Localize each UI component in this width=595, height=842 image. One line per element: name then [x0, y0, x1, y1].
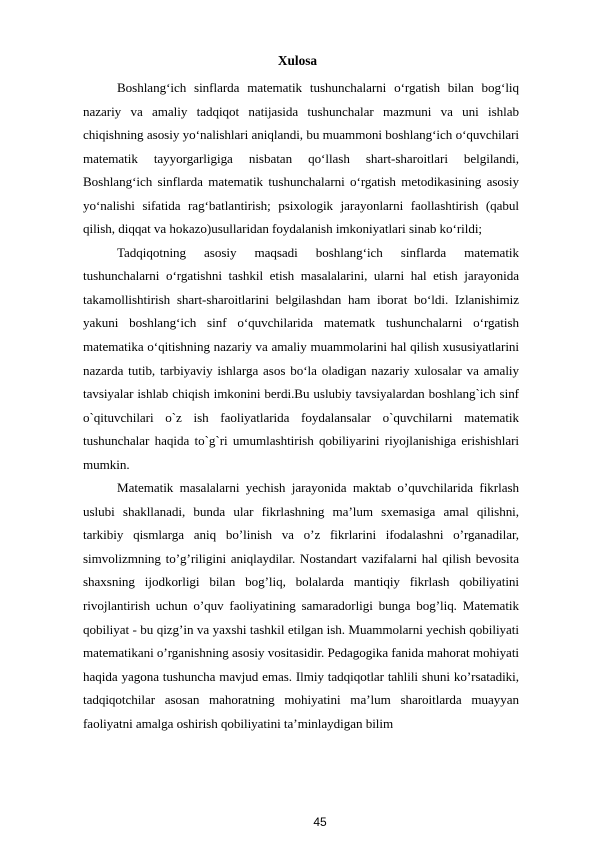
- paragraph-1: Boshlang‘ich sinflarda matematik tushunchalarni o‘rgatish bilan bog‘liq nazariy va amaliy tadqiqot natijasida tushunchalar mazmuni va uni ishlab chiqishning asosiy yo‘nalishlari aniqlandi, bu muammoni boshlang‘ich o‘quvchilari matematik tayyorgarligiga nisbatan qo‘llash shart-sharoitlari belgilandi, Boshlang‘ich sinflarda matematik tushunchalarni o‘rgatish metodikasining asosiy yo‘nalishi sifatida rag‘batlantirish; psixologik jarayonlarni faollashtirish (qabul qilish, diqqat va hokazo)usullaridan foydalanish imkoniyatlari sinab ko‘rildi;: [83, 80, 519, 237]
- document-body: [83, 76, 553, 735]
- paragraph-2: Tadqiqotning asosiy maqsadi boshlang‘ich sinflarda matematik tushunchalarni o‘rgatishni tashkil etish masalalarini, ularni hal etish jarayonida takamollishtirish shart-sharoitlarini belgilashdan ham iborat bo‘ldi. Izlanishimiz yakuni boshlang‘ich sinf o‘quvchilarida matematk tushunchalarni o‘rgatish matematika o‘qitishning nazariy va amaliy muammolarini hal qilish xususiyatlarini nazarda tutib, tarbiyaviy ishlarga asos bo‘la oladigan nazariy xulosalar va amaliy tavsiyalar ishlab chiqish imkonini berdi.Bu uslubiy tavsiyalardan boshlang`ich sinf o`qituvchilari o`z ish faoliyatlarida foydalansalar o`quvchilarni matematik tushunchalar haqida to`g`ri umumlashtirish qobiliyarini riyojlanishiga erishishlari mumkin.: [83, 244, 519, 472]
- page-number: 45: [313, 815, 327, 829]
- paragraph-3: Matematik masalalarni yechish jarayonida maktab o’quvchilarida fikrlash uslubi shakllanadi, bunda ular fikrlashning ma’lum sxemasiga amal qilishni, tarkibiy qismlarga aniq bo’linish va o’z fikrlarini ifodalashni o’rganadilar, simvolizmning to’g’riligini aniqlaydilar. Nostandart vazifalarni hal qilish bevosita shaxsning ijodkorligi bilan bog’liq, bolalarda mantiqiy fikrlash qobiliyatini rivojlantirish uchun o’quv faoliyatining samaradorligi bunga bog’liq. Matematik qobiliyat - bu qizg’in va yaxshi tashkil etilgan ish. Muammolarni yechish qobiliyati matematikani o’rganishning asosiy vositasidir. Pedagogika fanida mahorat mohiyati haqida yagona tushuncha mavjud emas. Ilmiy tadqiqotlar tahlili shuni ko’rsatadiki, tadqiqotchilar asosan mahoratning mohiyatini ma’lum sharoitlarda muayyan faoliyatni amalga oshirish qobiliyatini ta’minlaydigan bilim: [83, 480, 519, 731]
- section-title: Xulosa: [277, 53, 318, 68]
